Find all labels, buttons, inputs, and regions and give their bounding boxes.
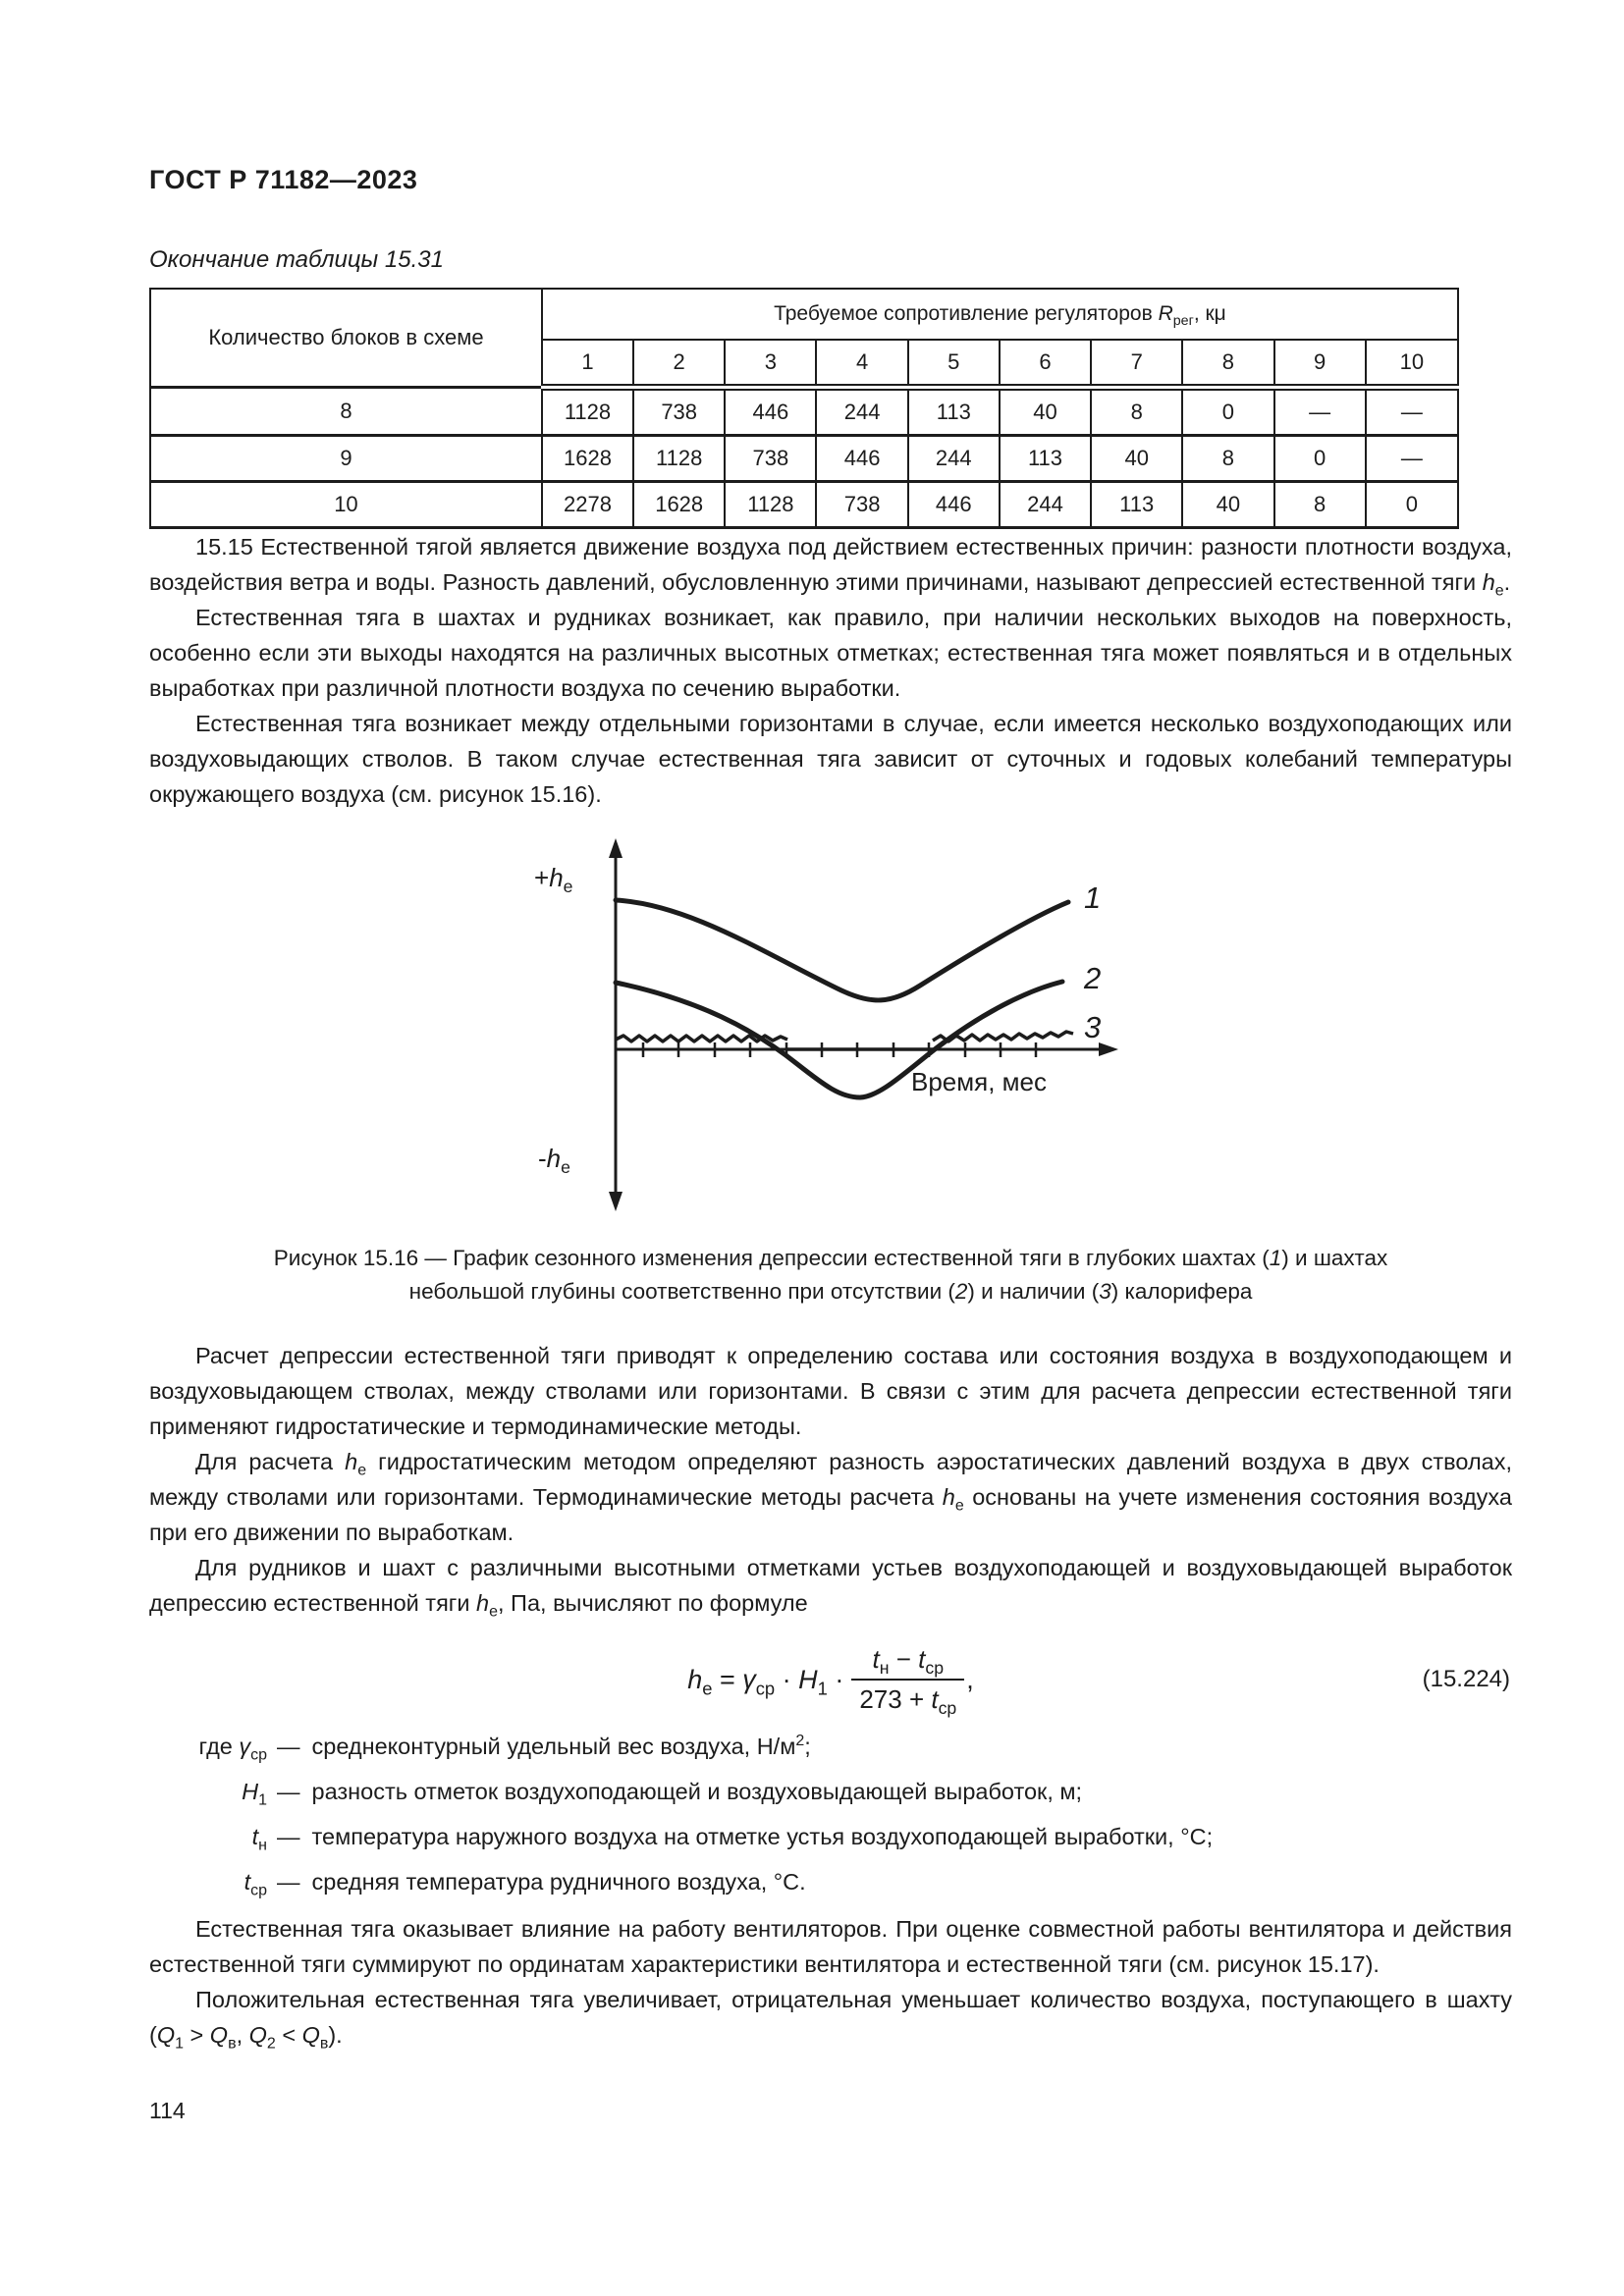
y-axis-label-negative: $-h_е$ — [538, 1144, 570, 1178]
table-subheader-cell: 7 — [1091, 340, 1182, 388]
table-cell: 40 — [1182, 482, 1273, 528]
table-cell: 10 — [150, 482, 542, 528]
table-cell: 113 — [908, 388, 1000, 436]
definition-row — [149, 1776, 1512, 1808]
table-cell: — — [1366, 436, 1458, 482]
x-axis-label: Время, мес — [911, 1067, 1047, 1096]
table-subheader-cell: 3 — [725, 340, 816, 388]
definition-term: $H_1$ — [242, 1779, 267, 1809]
table-cell: 0 — [1182, 388, 1273, 436]
definition-row — [149, 1731, 1512, 1763]
formula-tail: , — [966, 1664, 974, 1694]
figure-15-16 — [473, 826, 1161, 1218]
table-row — [150, 436, 1458, 482]
table-subheader-cell: 4 — [816, 340, 907, 388]
table-cell: 113 — [1091, 482, 1182, 528]
table-cell: 113 — [1000, 436, 1091, 482]
paragraph: Естественная тяга оказывает влияние на работу вентиляторов. При оценке совместной работы вентилятора и действия естественной тяги суммируют по ординатам характеристики вентилятора и естественной тяги (см. рисунок 15.17). — [149, 1916, 1512, 1977]
table-cell: 446 — [816, 436, 907, 482]
paragraph: Естественная тяга возникает между отдельными горизонтами в случае, если имеется несколько воздухоподающих или воздуховыдающих стволов. В таком случае естественная тяга зависит от суточных и годовых колебаний температуры окружающего воздуха (см. рисунок 15.16). — [149, 711, 1512, 807]
table-cell: 2278 — [542, 482, 633, 528]
formula-fraction — [851, 1644, 964, 1719]
table-cell: 1128 — [542, 388, 633, 436]
resistance-table — [149, 288, 1459, 529]
table-subheader-cell: 1 — [542, 340, 633, 388]
table-cell: — — [1274, 388, 1366, 436]
table-cell: 1128 — [633, 436, 725, 482]
x-axis-arrow — [1099, 1042, 1118, 1056]
curve-3-label: 3 — [1084, 1010, 1102, 1044]
curve-2-label: 2 — [1084, 961, 1102, 995]
table-row — [150, 388, 1458, 436]
table-group-header: Требуемое сопротивление регуляторов $R_{рег}$, кμ — [542, 289, 1458, 340]
table-cell: 0 — [1274, 436, 1366, 482]
definition-dash: — — [277, 1734, 300, 1759]
table-subheader-cell: 5 — [908, 340, 1000, 388]
table-cell: 446 — [908, 482, 1000, 528]
definition-dash: — — [277, 1824, 300, 1849]
definition-term: $t_н$ — [251, 1824, 267, 1854]
table-cell: 8 — [150, 388, 542, 436]
definition-dash: — — [277, 1869, 300, 1895]
formula-numerator: $t_н - t_{ср}$ — [851, 1644, 964, 1681]
table-cell: 8 — [1274, 482, 1366, 528]
paragraph: Расчет депрессии естественной тяги приводят к определению состава или состояния воздуха в воздухоподающем и воздуховыдающем стволах, между стволами или горизонтами. В связи с этим для расчета депрессии естественной тяги применяют гидростатические и термодинамические методы. — [149, 1343, 1512, 1439]
document-code: ГОСТ Р 71182—2023 — [149, 165, 418, 194]
table-cell: 244 — [1000, 482, 1091, 528]
y-axis-label-positive: $+h_е$ — [534, 863, 573, 897]
formula-number: (15.224) — [1422, 1666, 1510, 1692]
table-subheader-cell: 6 — [1000, 340, 1091, 388]
definition-term: где $\gamma_{ср}$ — [198, 1734, 267, 1764]
definition-row — [149, 1866, 1512, 1898]
table-subheader-cell: 9 — [1274, 340, 1366, 388]
table-cell: 1628 — [542, 436, 633, 482]
table-col1-header: Количество блоков в схеме — [150, 289, 542, 388]
definition-term: $t_{ср}$ — [244, 1869, 267, 1899]
table-cell: 0 — [1366, 482, 1458, 528]
table-subheader-cell: 2 — [633, 340, 725, 388]
figure-caption: Рисунок 15.16 — График сезонного изменения депрессии естественной тяги в глубоких шахтах (1) и шахтах небольшой глубины соответственно при отсутствии (2) и наличии (3) калорифера — [273, 1246, 1388, 1304]
paragraph-15-15: 15.15 Естественной тягой является движение воздуха под действием естественных причин: разности плотности воздуха, воздействия ветра и воды. Разность давлений, обусловленную этими причинами, называют депрессией естественной тяги $h_е$. — [149, 534, 1512, 600]
page-number: 114 — [149, 2098, 186, 2123]
table-row — [150, 482, 1458, 528]
paragraph: Для расчета $h_е$ гидростатическим методом определяют разность аэростатических давлений воздуха в двух стволах, между стволами или горизонтами. Термодинамические методы расчета $h_е$ основаны на учете изменения состояния воздуха при его движении по выработкам. — [149, 1449, 1513, 1545]
formula-15-224 — [149, 1644, 1512, 1719]
curve-1-label: 1 — [1084, 881, 1102, 915]
table-cell: 8 — [1091, 388, 1182, 436]
table-cell: 738 — [816, 482, 907, 528]
y-axis-arrow-down — [609, 1192, 623, 1211]
seasonal-draft-chart — [473, 826, 1161, 1218]
y-axis-arrow-up — [609, 838, 623, 858]
table-cell: 1128 — [725, 482, 816, 528]
definition-row — [149, 1821, 1512, 1853]
definition-text: температура наружного воздуха на отметке устья воздухоподающей выработки, °С; — [311, 1824, 1214, 1849]
table-cell: 244 — [816, 388, 907, 436]
definition-text: разность отметок воздухоподающей и воздуховыдающей выработок, м; — [311, 1779, 1083, 1804]
table-cell: 8 — [1182, 436, 1273, 482]
definition-text: среднеконтурный удельный вес воздуха, $Н/м^2$; — [311, 1733, 811, 1759]
table-continuation-label: Окончание таблицы 15.31 — [149, 246, 444, 273]
definition-text: средняя температура рудничного воздуха, °С. — [311, 1869, 806, 1895]
paragraph: Естественная тяга в шахтах и рудниках возникает, как правило, при наличии нескольких выходов на поверхность, особенно если эти выходы находятся на различных высотных отметках; естественная тяга может появляться и в отдельных выработках при различной плотности воздуха по сечению выработки. — [149, 605, 1512, 701]
table-cell: 40 — [1000, 388, 1091, 436]
table-header-row — [150, 289, 1458, 340]
table-cell: 446 — [725, 388, 816, 436]
formula-denominator: $273 + t_{ср}$ — [859, 1684, 957, 1719]
paragraph: Для рудников и шахт с различными высотными отметками устьев воздухоподающей и воздуховыдающей выработок депрессию естественной тяги $h_е$, Па, вычисляют по формуле — [149, 1555, 1512, 1621]
definitions-list — [149, 1731, 1512, 1898]
definition-dash: — — [277, 1779, 300, 1804]
table-cell: 40 — [1091, 436, 1182, 482]
table-subheader-cell: 10 — [1366, 340, 1458, 388]
table-cell: — — [1366, 388, 1458, 436]
table-cell: 9 — [150, 436, 542, 482]
curve-deep-mines — [616, 900, 1068, 1000]
table-cell: 1628 — [633, 482, 725, 528]
paragraph: Положительная естественная тяга увеличивает, отрицательная уменьшает количество воздуха, поступающего в шахту ($Q_1 > Q_в$, $Q_2 < Q_в$). — [149, 1987, 1512, 2053]
table-cell: 738 — [633, 388, 725, 436]
table-cell: 244 — [908, 436, 1000, 482]
table-cell: 738 — [725, 436, 816, 482]
formula-lhs: $h_е = \gamma_{ср} \cdot H_1$ · — [687, 1664, 844, 1698]
table-subheader-cell: 8 — [1182, 340, 1273, 388]
